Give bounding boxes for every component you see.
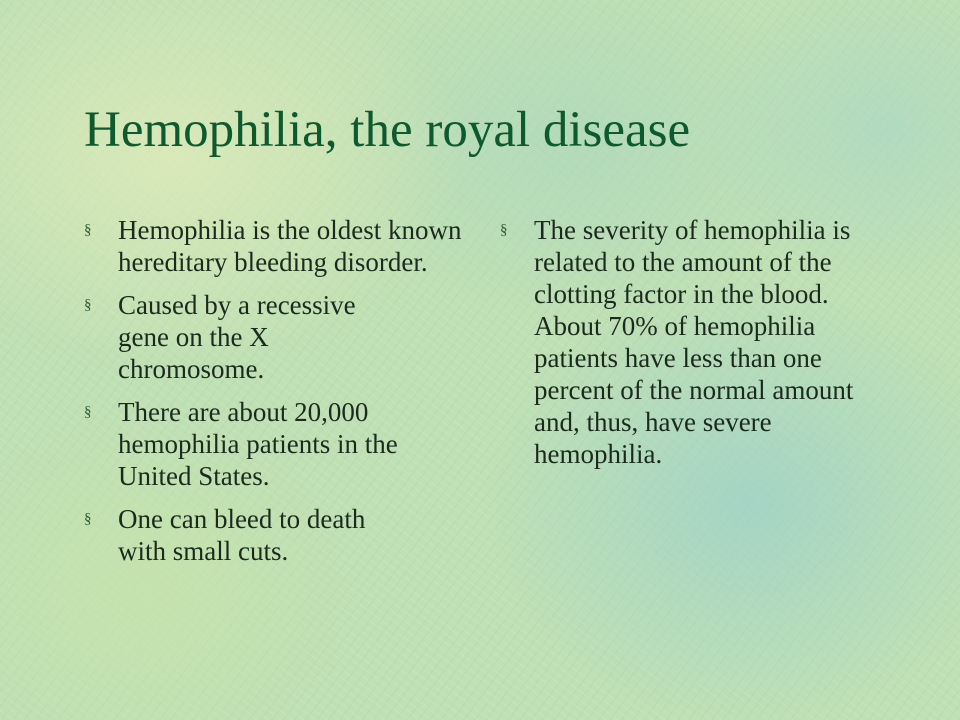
bullet-text: Caused by a recessive gene on the X chromosome.	[118, 290, 356, 384]
section-sign-bullet-icon: §	[500, 222, 508, 238]
slide-title: Hemophilia, the royal disease	[84, 102, 691, 158]
left-bullet-list	[84, 214, 474, 578]
bullet-item	[84, 214, 474, 278]
section-sign-bullet-icon: §	[84, 511, 92, 527]
bullet-text: The severity of hemophilia is related to the amount of the clotting factor in the blood. About 70% of hemophilia patients have less than one percent of the normal amount and, thus, have severe hemophilia.	[534, 215, 854, 469]
bullet-text: Hemophilia is the oldest known hereditary bleeding disorder.	[118, 215, 462, 277]
section-sign-bullet-icon: §	[84, 222, 92, 238]
section-sign-bullet-icon: §	[84, 297, 92, 313]
section-sign-bullet-icon: §	[84, 404, 92, 420]
bullet-text: There are about 20,000 hemophilia patients in the United States.	[118, 397, 398, 491]
bullet-item	[84, 503, 474, 567]
bullet-item	[84, 289, 474, 385]
bullet-item	[84, 396, 474, 492]
bullet-item	[500, 214, 890, 470]
bullet-text: One can bleed to death with small cuts.	[118, 504, 366, 566]
right-bullet-list	[500, 214, 890, 481]
